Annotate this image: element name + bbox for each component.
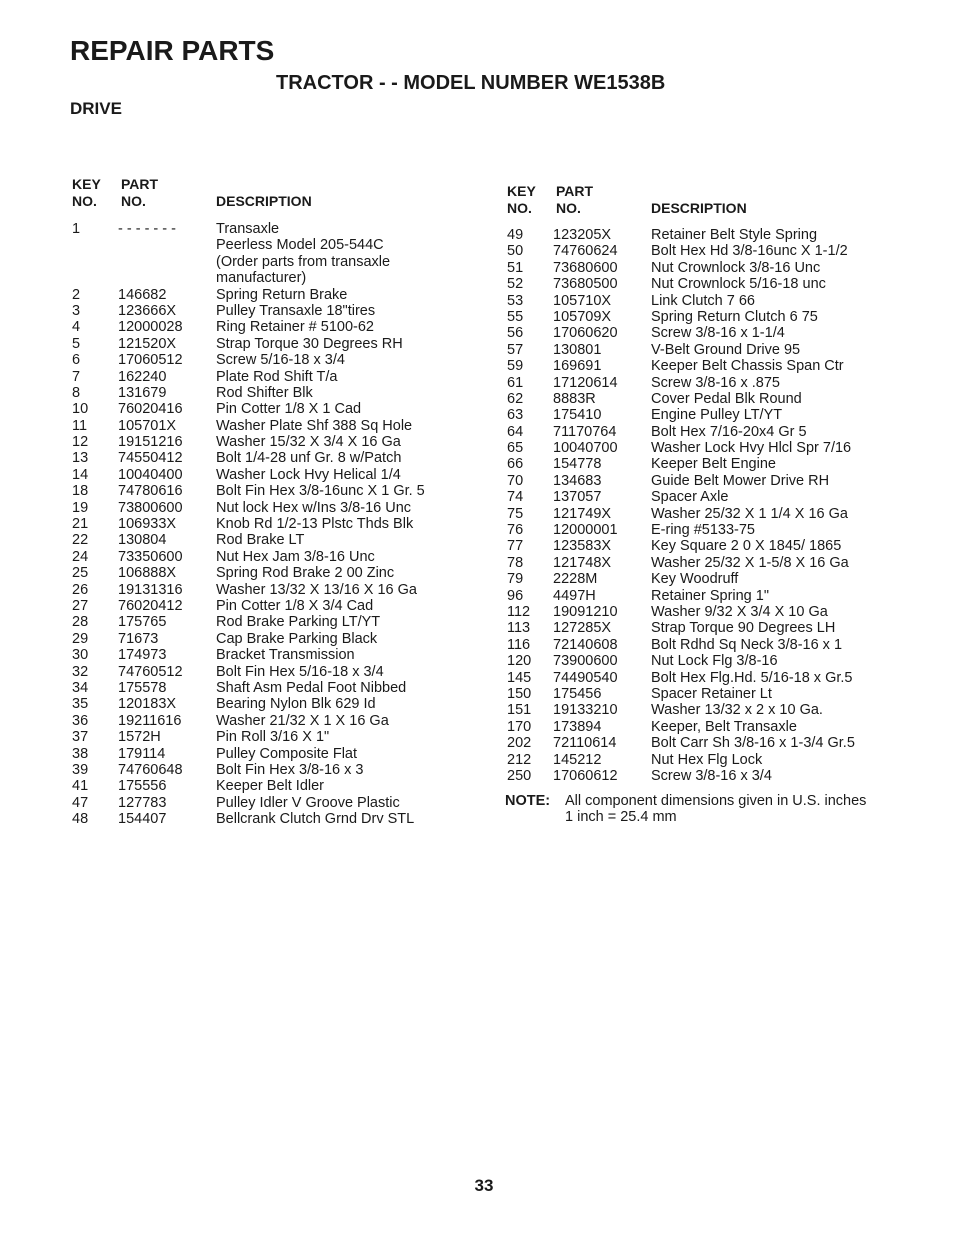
description-cell: Washer 9/32 X 3/4 X 10 Ga xyxy=(651,603,828,620)
table-row xyxy=(507,391,855,407)
description-cell: Washer Plate Shf 388 Sq Hole xyxy=(216,417,413,434)
table-row xyxy=(507,227,855,243)
description-cell: Strap Torque 90 Degrees LH xyxy=(651,620,836,637)
key-no-cell: 53 xyxy=(507,292,524,309)
part-no-cell: 72110614 xyxy=(553,735,617,752)
table-row xyxy=(507,588,855,604)
description-cell: Peerless Model 205-544C xyxy=(216,237,384,254)
part-no-cell xyxy=(118,270,216,286)
description-cell: Nut Lock Flg 3/8-16 xyxy=(651,653,778,670)
key-no-cell: 38 xyxy=(72,745,89,762)
part-no-cell: 12000028 xyxy=(118,319,183,336)
key-no-cell: 63 xyxy=(507,407,524,424)
key-no-cell: 11 xyxy=(72,417,88,434)
key-no-cell: 27 xyxy=(72,597,89,614)
key-no-cell: 212 xyxy=(507,751,532,768)
description-cell: Nut lock Hex w/Ins 3/8-16 Unc xyxy=(216,499,412,516)
key-no-cell: 66 xyxy=(507,456,524,473)
part-no-cell: 130804 xyxy=(118,532,167,549)
description-cell: Rod Shifter Blk xyxy=(216,384,313,401)
description-cell: Bolt Hex Hd 3/8-16unc X 1-1/2 xyxy=(651,243,848,260)
description-cell: Transaxle xyxy=(216,221,280,237)
table-row xyxy=(72,434,425,450)
description-cell: Rod Brake LT xyxy=(216,532,305,549)
table-row xyxy=(72,500,425,516)
key-no-cell: 25 xyxy=(72,565,89,582)
table-row xyxy=(507,293,855,309)
key-no-cell: 59 xyxy=(507,358,524,375)
description-cell: Key Woodruff xyxy=(651,571,739,588)
description-cell: Spring Return Clutch 6 75 xyxy=(651,308,818,325)
key-no-cell: 1 xyxy=(72,221,81,237)
description-cell: Bolt Fin Hex 3/8-16 x 3 xyxy=(216,761,364,778)
part-no-cell: 121749X xyxy=(553,505,612,522)
part-no-cell: 175765 xyxy=(118,614,167,631)
table-row xyxy=(72,664,425,680)
part-no-cell: 19151216 xyxy=(118,434,183,451)
part-no-cell: 106888X xyxy=(118,565,177,582)
key-no-cell: 13 xyxy=(72,450,89,467)
key-no-cell: 116 xyxy=(507,636,531,653)
key-no-cell: 35 xyxy=(72,696,89,713)
part-no-cell: 19133210 xyxy=(553,702,618,719)
part-no-cell: 10040700 xyxy=(553,440,618,457)
table-row xyxy=(507,555,855,571)
part-no-cell: 1572H xyxy=(118,729,161,746)
description-cell: Spring Rod Brake 2 00 Zinc xyxy=(216,565,395,582)
key-no-cell: 62 xyxy=(507,390,524,407)
description-cell: Guide Belt Mower Drive RH xyxy=(651,472,830,489)
part-no-cell: 123205X xyxy=(553,227,612,243)
part-no-cell: 130801 xyxy=(553,341,602,358)
key-no-cell: 145 xyxy=(507,669,532,686)
part-no-cell: 17120614 xyxy=(553,374,618,391)
table-row xyxy=(72,516,425,532)
key-no-cell: 50 xyxy=(507,243,524,260)
key-no-cell: 34 xyxy=(72,679,89,696)
description-cell: Pin Cotter 1/8 X 3/4 Cad xyxy=(216,597,374,614)
description-cell: Bearing Nylon Blk 629 Id xyxy=(216,696,376,713)
description-cell: Pin Cotter 1/8 X 1 Cad xyxy=(216,401,362,418)
key-no-cell: 151 xyxy=(507,702,532,719)
part-no-cell xyxy=(118,237,216,253)
description-cell: Strap Torque 30 Degrees RH xyxy=(216,335,403,352)
description-cell: Washer 25/32 X 1 1/4 X 16 Ga xyxy=(651,505,848,522)
description-cell: manufacturer) xyxy=(216,270,307,287)
description-cell: Washer 15/32 X 3/4 X 16 Ga xyxy=(216,434,401,451)
table-row xyxy=(72,614,425,630)
key-no-cell: 6 xyxy=(72,352,81,369)
description-cell: Pin Roll 3/16 X 1" xyxy=(216,729,330,746)
description-cell: Keeper, Belt Transaxle xyxy=(651,718,797,735)
part-no-cell: 74760512 xyxy=(118,663,183,680)
table-row xyxy=(72,565,425,581)
description-cell: Keeper Belt Engine xyxy=(651,456,776,473)
key-no-cell: 30 xyxy=(72,647,89,664)
description-cell: Washer 13/32 x 2 x 10 Ga. xyxy=(651,702,823,719)
part-no-cell: 73350600 xyxy=(118,548,183,565)
description-cell: Pulley Composite Flat xyxy=(216,745,358,762)
part-no-cell: 127783 xyxy=(118,794,167,811)
table-row xyxy=(72,795,425,811)
table-row xyxy=(72,369,425,385)
description-cell: Rod Brake Parking LT/YT xyxy=(216,614,381,631)
table-row xyxy=(72,696,425,712)
key-no-cell: 19 xyxy=(72,499,89,516)
description-cell: Washer 13/32 X 13/16 X 16 Ga xyxy=(216,581,417,598)
part-no-cell: 17060512 xyxy=(118,352,183,369)
table-row xyxy=(507,375,855,391)
key-no-cell: 24 xyxy=(72,548,89,565)
description-cell: Bolt Rdhd Sq Neck 3/8-16 x 1 xyxy=(651,636,843,653)
key-no-cell: 78 xyxy=(507,554,524,571)
table-row xyxy=(72,418,425,434)
right-parts-list xyxy=(507,227,855,784)
part-no-cell: 12000001 xyxy=(553,522,618,539)
right-key-header: KEY NO. xyxy=(507,183,536,216)
description-cell: Engine Pulley LT/YT xyxy=(651,407,783,424)
key-no-cell: 29 xyxy=(72,630,89,647)
table-row xyxy=(507,407,855,423)
part-no-cell: 73900600 xyxy=(553,653,618,670)
key-no-cell: 61 xyxy=(507,374,524,391)
table-row xyxy=(507,325,855,341)
part-no-cell: 19131316 xyxy=(118,581,183,598)
table-row xyxy=(72,336,425,352)
description-cell: Spacer Axle xyxy=(651,489,729,506)
key-no-cell: 28 xyxy=(72,614,89,631)
key-no-cell: 76 xyxy=(507,522,524,539)
description-cell: Keeper Belt Chassis Span Ctr xyxy=(651,358,844,375)
key-no-cell: 2 xyxy=(72,286,81,303)
part-no-cell: 19091210 xyxy=(553,603,618,620)
table-row xyxy=(507,309,855,325)
key-no-cell: 57 xyxy=(507,341,524,358)
key-no-cell: 112 xyxy=(507,603,531,620)
key-no-cell xyxy=(72,237,118,253)
table-row xyxy=(507,342,855,358)
key-no-cell: 74 xyxy=(507,489,524,506)
part-no-cell: 8883R xyxy=(553,390,596,407)
description-cell: Retainer Belt Style Spring xyxy=(651,227,818,243)
key-no-cell: 12 xyxy=(72,434,89,451)
table-row xyxy=(507,456,855,472)
table-row xyxy=(507,243,855,259)
part-no-cell: 105701X xyxy=(118,417,177,434)
key-no-cell: 4 xyxy=(72,319,81,336)
table-row xyxy=(507,719,855,735)
part-no-cell: 146682 xyxy=(118,286,167,303)
part-no-cell: 73680500 xyxy=(553,276,618,293)
description-cell: Spacer Retainer Lt xyxy=(651,685,772,702)
key-no-cell: 202 xyxy=(507,735,532,752)
part-no-cell: 120183X xyxy=(118,696,177,713)
key-no-cell: 120 xyxy=(507,653,532,670)
left-part-header: PART NO. xyxy=(121,176,159,209)
table-row xyxy=(507,440,855,456)
table-row xyxy=(72,762,425,778)
part-no-cell: 123583X xyxy=(553,538,612,555)
model-subtitle: TRACTOR - - MODEL NUMBER WE1538B xyxy=(276,72,666,94)
key-no-cell xyxy=(72,270,118,286)
key-no-cell: 18 xyxy=(72,483,89,500)
table-row xyxy=(72,352,425,368)
table-row xyxy=(72,811,425,827)
description-cell: V-Belt Ground Drive 95 xyxy=(651,341,801,358)
part-no-cell: 173894 xyxy=(553,718,602,735)
table-row xyxy=(72,729,425,745)
description-cell: Shaft Asm Pedal Foot Nibbed xyxy=(216,679,407,696)
table-row xyxy=(72,450,425,466)
table-row xyxy=(72,221,425,237)
key-no-cell: 5 xyxy=(72,335,81,352)
key-no-cell: 22 xyxy=(72,532,89,549)
key-no-cell: 26 xyxy=(72,581,89,598)
part-no-cell: 2228M xyxy=(553,571,598,588)
part-no-cell: 74760624 xyxy=(553,243,618,260)
key-no-cell: 52 xyxy=(507,276,524,293)
description-cell: Spring Return Brake xyxy=(216,286,348,303)
table-row xyxy=(72,287,425,303)
table-row xyxy=(72,713,425,729)
table-row xyxy=(72,270,425,286)
description-cell: Nut Hex Flg Lock xyxy=(651,751,763,768)
key-no-cell: 21 xyxy=(72,516,89,533)
key-no-cell: 8 xyxy=(72,384,81,401)
table-row xyxy=(72,401,425,417)
part-no-cell: 137057 xyxy=(553,489,602,506)
table-row xyxy=(72,582,425,598)
table-row xyxy=(72,319,425,335)
part-no-cell: 145212 xyxy=(553,751,602,768)
description-cell: Nut Crownlock 3/8-16 Unc xyxy=(651,259,821,276)
part-no-cell: 174973 xyxy=(118,647,167,664)
description-cell: Washer 21/32 X 1 X 16 Ga xyxy=(216,712,389,729)
key-no-cell: 7 xyxy=(72,368,81,385)
part-no-cell: 154407 xyxy=(118,811,167,828)
description-cell: Keeper Belt Idler xyxy=(216,778,325,795)
part-no-cell: 74780616 xyxy=(118,483,183,500)
table-row xyxy=(72,303,425,319)
note-label: NOTE: xyxy=(505,793,551,809)
table-row xyxy=(72,385,425,401)
description-cell: E-ring #5133-75 xyxy=(651,522,755,539)
left-key-header: KEY NO. xyxy=(72,176,101,209)
part-no-cell: 74760648 xyxy=(118,761,183,778)
part-no-cell: 154778 xyxy=(553,456,602,473)
key-no-cell: 56 xyxy=(507,325,524,342)
table-row xyxy=(507,424,855,440)
description-cell: Washer Lock Hvy Helical 1/4 xyxy=(216,466,401,483)
part-no-cell: 175578 xyxy=(118,679,167,696)
table-row xyxy=(507,522,855,538)
description-cell: Bracket Transmission xyxy=(216,647,355,664)
part-no-cell: 105710X xyxy=(553,292,612,309)
description-cell: Bolt Fin Hex 3/8-16unc X 1 Gr. 5 xyxy=(216,483,425,500)
key-no-cell: 47 xyxy=(72,794,89,811)
key-no-cell: 96 xyxy=(507,587,524,604)
table-row xyxy=(72,467,425,483)
table-row xyxy=(72,647,425,663)
description-cell: Bolt 1/4-28 unf Gr. 8 w/Patch xyxy=(216,450,402,467)
key-no-cell: 150 xyxy=(507,685,532,702)
key-no-cell: 250 xyxy=(507,767,532,784)
key-no-cell: 48 xyxy=(72,811,89,828)
table-row xyxy=(507,702,855,718)
part-no-cell: 74550412 xyxy=(118,450,183,467)
key-no-cell: 32 xyxy=(72,663,89,680)
description-cell: Screw 3/8-16 x .875 xyxy=(651,374,780,391)
table-row xyxy=(72,778,425,794)
left-description-header: DESCRIPTION xyxy=(216,192,312,209)
table-row xyxy=(507,538,855,554)
table-row xyxy=(507,670,855,686)
table-row xyxy=(507,686,855,702)
description-cell: Screw 3/8-16 x 1-1/4 xyxy=(651,325,785,342)
table-row xyxy=(507,604,855,620)
part-no-cell: 72140608 xyxy=(553,636,618,653)
key-no-cell: 39 xyxy=(72,761,89,778)
key-no-cell: 3 xyxy=(72,302,81,319)
part-no-cell: 121748X xyxy=(553,554,612,571)
description-cell: Link Clutch 7 66 xyxy=(651,292,755,309)
table-row xyxy=(72,254,425,270)
part-no-cell: 4497H xyxy=(553,587,596,604)
key-no-cell: 65 xyxy=(507,440,524,457)
description-cell: Ring Retainer # 5100-62 xyxy=(216,319,374,336)
part-no-cell: 179114 xyxy=(118,745,166,762)
description-cell: Pulley Idler V Groove Plastic xyxy=(216,794,400,811)
description-cell: Bellcrank Clutch Grnd Drv STL xyxy=(216,811,415,828)
key-no-cell: 70 xyxy=(507,472,524,489)
part-no-cell: 123666X xyxy=(118,302,177,319)
part-no-cell: 169691 xyxy=(553,358,602,375)
part-no-cell: 105709X xyxy=(553,308,612,325)
table-row xyxy=(507,260,855,276)
description-cell: Nut Crownlock 5/16-18 unc xyxy=(651,276,826,293)
description-cell: Cover Pedal Blk Round xyxy=(651,390,802,407)
table-row xyxy=(507,489,855,505)
description-cell: Bolt Fin Hex 5/16-18 x 3/4 xyxy=(216,663,384,680)
section-heading: DRIVE xyxy=(70,99,122,118)
description-cell: Washer 25/32 X 1-5/8 X 16 Ga xyxy=(651,554,849,571)
part-no-cell: 17060612 xyxy=(553,767,618,784)
left-parts-list xyxy=(72,221,425,827)
table-row xyxy=(507,506,855,522)
dimension-note xyxy=(505,793,866,826)
key-no-cell: 10 xyxy=(72,401,89,418)
table-row xyxy=(72,483,425,499)
part-no-cell: 76020416 xyxy=(118,401,183,418)
note-text: All component dimensions given in U.S. inches 1 inch = 25.4 mm xyxy=(565,793,867,826)
key-no-cell: 55 xyxy=(507,308,524,325)
description-cell: Key Square 2 0 X 1845/ 1865 xyxy=(651,538,842,555)
part-no-cell: 106933X xyxy=(118,516,177,533)
table-row xyxy=(72,549,425,565)
table-row xyxy=(72,532,425,548)
part-no-cell: 73680600 xyxy=(553,259,618,276)
key-no-cell: 77 xyxy=(507,538,524,555)
description-cell: Bolt Hex 7/16-20x4 Gr 5 xyxy=(651,423,807,440)
key-no-cell: 170 xyxy=(507,718,532,735)
part-no-cell: 17060620 xyxy=(553,325,618,342)
key-no-cell: 36 xyxy=(72,712,89,729)
description-cell: Pulley Transaxle 18"tires xyxy=(216,302,376,319)
table-row xyxy=(507,276,855,292)
table-row xyxy=(72,237,425,253)
table-row xyxy=(507,473,855,489)
key-no-cell: 49 xyxy=(507,227,524,243)
key-no-cell: 14 xyxy=(72,466,89,483)
part-no-cell: 121520X xyxy=(118,335,177,352)
part-no-cell: 71673 xyxy=(118,630,159,647)
key-no-cell: 79 xyxy=(507,571,524,588)
part-no-cell: 74490540 xyxy=(553,669,618,686)
key-no-cell: 75 xyxy=(507,505,524,522)
description-cell: Plate Rod Shift T/a xyxy=(216,368,338,385)
table-row xyxy=(507,637,855,653)
key-no-cell: 64 xyxy=(507,423,524,440)
part-no-cell xyxy=(118,254,216,270)
description-cell: Nut Hex Jam 3/8-16 Unc xyxy=(216,548,375,565)
description-cell: Screw 5/16-18 x 3/4 xyxy=(216,352,345,369)
description-cell: Washer Lock Hvy Hlcl Spr 7/16 xyxy=(651,440,852,457)
table-row xyxy=(507,571,855,587)
part-no-cell: - - - - - - - xyxy=(118,221,176,237)
description-cell: Bolt Carr Sh 3/8-16 x 1-3/4 Gr.5 xyxy=(651,735,855,752)
description-cell: Retainer Spring 1" xyxy=(651,587,769,604)
description-cell: Knob Rd 1/2-13 Plstc Thds Blk xyxy=(216,516,414,533)
part-no-cell: 73800600 xyxy=(118,499,183,516)
table-row xyxy=(507,620,855,636)
part-no-cell: 71170764 xyxy=(553,423,617,440)
part-no-cell: 76020412 xyxy=(118,597,183,614)
right-description-header: DESCRIPTION xyxy=(651,199,747,216)
part-no-cell: 175456 xyxy=(553,685,602,702)
part-no-cell: 19211616 xyxy=(118,712,182,729)
description-cell: (Order parts from transaxle xyxy=(216,253,391,270)
table-row xyxy=(507,653,855,669)
key-no-cell: 113 xyxy=(507,620,531,637)
key-no-cell: 37 xyxy=(72,729,89,746)
key-no-cell: 51 xyxy=(507,259,524,276)
table-row xyxy=(72,680,425,696)
table-row xyxy=(72,631,425,647)
part-no-cell: 175556 xyxy=(118,778,167,795)
key-no-cell xyxy=(72,254,118,270)
part-no-cell: 127285X xyxy=(553,620,612,637)
description-cell: Bolt Hex Flg.Hd. 5/16-18 x Gr.5 xyxy=(651,669,853,686)
part-no-cell: 134683 xyxy=(553,472,602,489)
table-row xyxy=(507,735,855,751)
key-no-cell: 41 xyxy=(72,778,89,795)
part-no-cell: 175410 xyxy=(553,407,602,424)
description-cell: Screw 3/8-16 x 3/4 xyxy=(651,767,772,784)
page-number: 33 xyxy=(474,1176,494,1195)
table-row xyxy=(72,746,425,762)
table-row xyxy=(507,752,855,768)
table-row xyxy=(507,768,855,784)
table-row xyxy=(507,358,855,374)
right-part-header: PART NO. xyxy=(556,183,594,216)
part-no-cell: 162240 xyxy=(118,368,167,385)
table-row xyxy=(72,598,425,614)
description-cell: Cap Brake Parking Black xyxy=(216,630,378,647)
page-title: REPAIR PARTS xyxy=(70,35,275,66)
part-no-cell: 131679 xyxy=(118,384,167,401)
part-no-cell: 10040400 xyxy=(118,466,183,483)
